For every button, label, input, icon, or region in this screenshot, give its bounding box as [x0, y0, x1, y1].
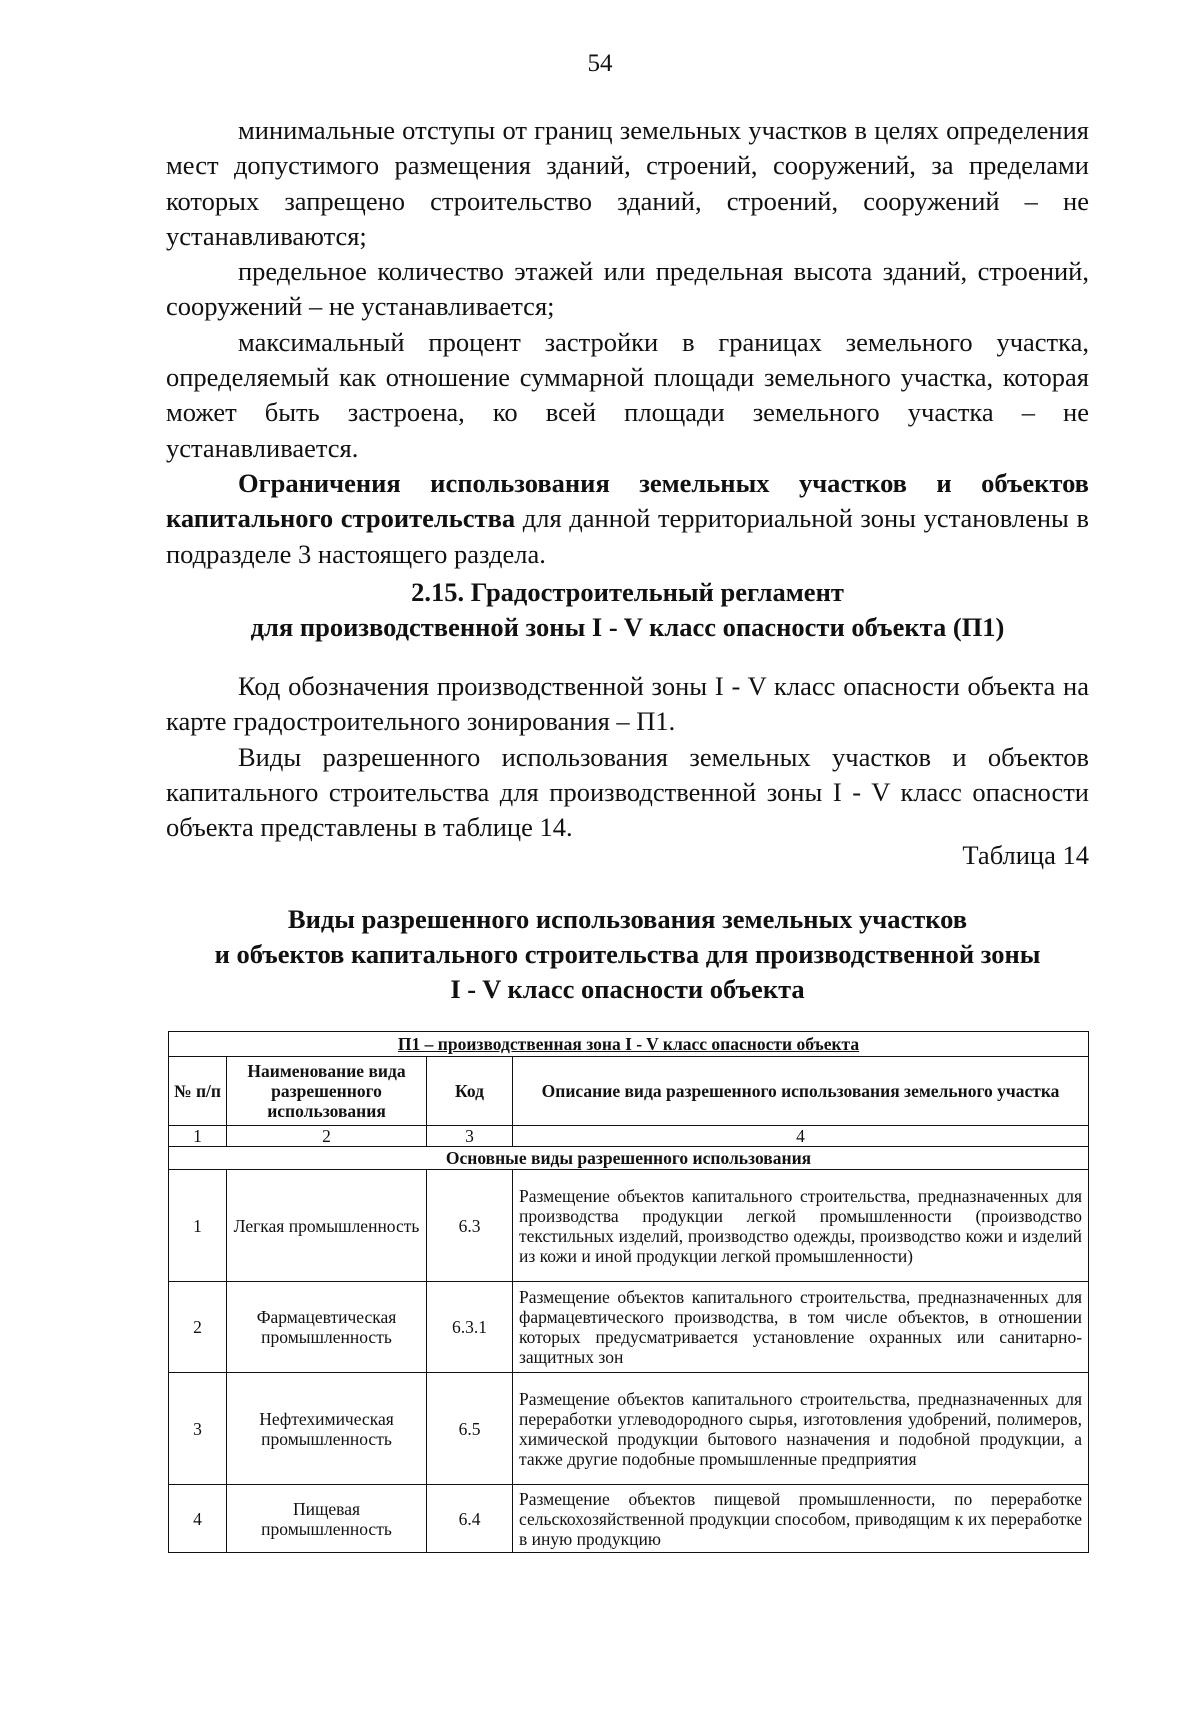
- column-number: 1: [169, 1126, 227, 1147]
- table-row: [169, 1282, 1089, 1373]
- table-row: [169, 1373, 1089, 1485]
- group-title: Основные виды разрешенного использования: [169, 1147, 1089, 1170]
- table-title: [166, 902, 1089, 1007]
- header-num: № п/п: [169, 1057, 227, 1126]
- row-description: Размещение объектов капитального строительства, предназначенных для производства продукции легкой промышленности (производство текстильных изделий, производство одежды, производство кожи и изделий из кожи и иной продукции легкой промышленности): [513, 1170, 1089, 1282]
- restrictions-bold-lead: Ограничения использования земельных участков и объектов капитального строительства: [166, 467, 1089, 534]
- paragraph-building-percent: максимальный процент застройки в границах земельного участка, определяемый как отношение суммарной площади земельного участка, которая может быть застроена, ко всей площади земельного участка – не устанавливается.: [166, 326, 1089, 463]
- table-label: Таблица 14: [962, 840, 1089, 870]
- section-heading-line1: 2.15. Градостроительный регламент: [411, 577, 844, 607]
- table-header-row: [169, 1057, 1089, 1126]
- usage-types-table: [168, 1031, 1089, 1553]
- row-name: Легкая промышленность: [227, 1170, 427, 1282]
- table-zone-title-row: [169, 1032, 1089, 1057]
- paragraph-floors: предельное количество этажей или предельная высота зданий, строений, сооружений – не устанавливается;: [166, 256, 1089, 322]
- row-code: 6.3.1: [427, 1282, 513, 1373]
- column-number: 4: [513, 1126, 1089, 1147]
- row-description: Размещение объектов капитального строительства, предназначенных для фармацевтического производства, в том числе объектов, в отношении которых предусматривается установление охранных или санитарно-защитных зон: [513, 1282, 1089, 1373]
- table-title-line3: I - V класс опасности объекта: [450, 974, 805, 1004]
- row-description: Размещение объектов пищевой промышленности, по переработке сельскохозяйственной продукции способом, приводящим к их переработке в иную продукцию: [513, 1485, 1089, 1553]
- regulation-parameters: [166, 113, 1089, 572]
- header-description: Описание вида разрешенного использования земельного участка: [513, 1057, 1089, 1126]
- table-group-row: [169, 1147, 1089, 1170]
- table-title-line1: Виды разрешенного использования земельных участков: [287, 904, 968, 934]
- section-heading-line2: для производственной зоны I - V класс опасности объекта (П1): [250, 612, 1005, 642]
- table-column-numbers-row: [169, 1126, 1089, 1147]
- row-num: 3: [169, 1373, 227, 1485]
- row-name: Фармацевтическая промышленность: [227, 1282, 427, 1373]
- row-code: 6.5: [427, 1373, 513, 1485]
- row-code: 6.3: [427, 1170, 513, 1282]
- paragraph-setbacks: минимальные отступы от границ земельных участков в целях определения мест допустимого размещения зданий, строений, сооружений, за пределами которых запрещено строительство зданий, строений, сооружений – не устанавливаются;: [166, 115, 1089, 251]
- section-intro: [166, 669, 1089, 845]
- table-title-line2: и объектов капитального строительства для производственной зоны: [214, 939, 1041, 969]
- column-number: 2: [227, 1126, 427, 1147]
- row-num: 4: [169, 1485, 227, 1553]
- paragraph-zone-code: Код обозначения производственной зоны I - V класс опасности объекта на карте градостроительного зонирования – П1.: [166, 671, 1089, 737]
- page-number: 54: [587, 50, 613, 77]
- table-zone-title: П1 – производственная зона I - V класс опасности объекта: [169, 1032, 1089, 1057]
- row-code: 6.4: [427, 1485, 513, 1553]
- paragraph-usage-types: Виды разрешенного использования земельных участков и объектов капитального строительства для производственной зоны I - V класс опасности объекта представлены в таблице 14.: [166, 741, 1089, 843]
- row-name: Нефтехимическая промышленность: [227, 1373, 427, 1485]
- section-heading: [166, 575, 1089, 645]
- row-num: 2: [169, 1282, 227, 1373]
- row-name: Пищевая промышленность: [227, 1485, 427, 1553]
- restrictions-rest: для данной территориальной зоны установлены в подразделе 3 настоящего раздела.: [166, 503, 1089, 569]
- table-row: [169, 1170, 1089, 1282]
- header-code: Код: [427, 1057, 513, 1126]
- column-number: 3: [427, 1126, 513, 1147]
- table-row: [169, 1485, 1089, 1553]
- header-name: Наименование вида разрешенного использования: [227, 1057, 427, 1126]
- row-description: Размещение объектов капитального строительства, предназначенных для переработки углеводородного сырья, изготовления удобрений, полимеров, химической продукции бытового назначения и подобной продукции, а также другие подобные промышленные предприятия: [513, 1373, 1089, 1485]
- paragraph-restrictions: [166, 466, 1089, 572]
- row-num: 1: [169, 1170, 227, 1282]
